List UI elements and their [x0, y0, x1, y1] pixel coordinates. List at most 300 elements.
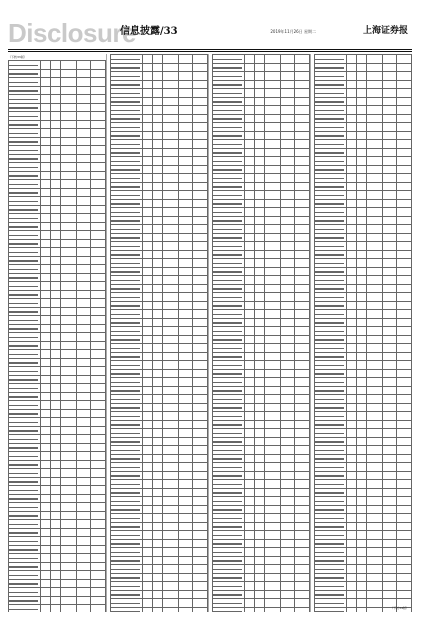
value-cell — [397, 582, 412, 591]
illegible-text-bar — [9, 82, 38, 84]
value-cell — [76, 61, 91, 70]
value-cell — [255, 395, 265, 404]
value-cell — [51, 367, 61, 376]
value-cell — [255, 590, 265, 599]
fund-name-cell — [111, 284, 143, 293]
fund-name-cell — [111, 514, 143, 523]
illegible-text-bar — [213, 594, 242, 596]
value-cell — [367, 250, 383, 259]
value-cell — [61, 477, 77, 486]
value-cell — [347, 72, 357, 81]
illegible-text-bar — [213, 288, 242, 290]
value-cell — [76, 537, 91, 546]
value-cell — [382, 497, 397, 506]
value-cell — [41, 435, 51, 444]
value-cell — [153, 89, 163, 98]
value-cell — [153, 259, 163, 268]
value-cell — [382, 548, 397, 557]
fund-name-cell — [111, 395, 143, 404]
table-row — [315, 276, 412, 285]
fund-name-cell — [213, 267, 245, 276]
value-cell — [91, 180, 106, 189]
value-cell — [91, 537, 106, 546]
value-cell — [193, 140, 208, 149]
illegible-text-bar — [9, 413, 38, 415]
value-cell — [245, 327, 255, 336]
value-cell — [295, 301, 310, 310]
value-cell — [76, 86, 91, 95]
table-row — [9, 435, 106, 444]
illegible-text-bar — [213, 263, 242, 265]
value-cell — [367, 437, 383, 446]
value-cell — [91, 511, 106, 520]
illegible-text-bar — [111, 450, 140, 452]
value-cell — [397, 378, 412, 387]
fund-name-cell — [111, 182, 143, 191]
fund-name-cell — [111, 89, 143, 98]
illegible-text-bar — [315, 365, 344, 367]
value-cell — [245, 573, 255, 582]
illegible-text-bar — [111, 161, 140, 163]
value-cell — [51, 486, 61, 495]
value-cell — [193, 293, 208, 302]
value-cell — [76, 562, 91, 571]
fund-name-cell — [111, 250, 143, 259]
value-cell — [265, 318, 281, 327]
illegible-text-bar — [315, 611, 344, 612]
illegible-text-bar — [315, 59, 344, 61]
table-row — [213, 403, 310, 412]
value-cell — [347, 80, 357, 89]
value-cell — [357, 191, 367, 200]
value-cell — [91, 95, 106, 104]
fund-name-cell — [111, 208, 143, 217]
value-cell — [265, 590, 281, 599]
illegible-text-bar — [9, 430, 38, 432]
value-cell — [178, 233, 193, 242]
value-cell — [245, 497, 255, 506]
fund-name-cell — [315, 403, 347, 412]
value-cell — [280, 497, 295, 506]
value-cell — [91, 282, 106, 291]
table-row — [315, 106, 412, 115]
illegible-text-bar — [213, 178, 242, 180]
value-cell — [295, 352, 310, 361]
illegible-text-bar — [213, 212, 242, 214]
table-row — [111, 420, 208, 429]
value-cell — [153, 335, 163, 344]
value-cell — [178, 89, 193, 98]
illegible-text-bar — [9, 337, 38, 339]
value-cell — [51, 137, 61, 146]
value-cell — [265, 310, 281, 319]
illegible-text-bar — [213, 67, 242, 69]
value-cell — [265, 72, 281, 81]
value-cell — [163, 216, 179, 225]
fund-name-cell — [111, 293, 143, 302]
table-row — [111, 582, 208, 591]
fund-name-cell — [9, 163, 41, 172]
table-row — [213, 437, 310, 446]
fund-name-cell — [111, 386, 143, 395]
value-cell — [76, 146, 91, 155]
table-row — [213, 522, 310, 531]
value-cell — [255, 165, 265, 174]
value-cell — [295, 420, 310, 429]
value-cell — [61, 596, 77, 605]
column-4 — [314, 54, 412, 612]
fund-name-cell — [9, 562, 41, 571]
value-cell — [382, 250, 397, 259]
value-cell — [367, 293, 383, 302]
value-cell — [178, 539, 193, 548]
table-row — [213, 72, 310, 81]
value-cell — [280, 131, 295, 140]
value-cell — [265, 420, 281, 429]
value-cell — [163, 208, 179, 217]
table-row — [315, 522, 412, 531]
value-cell — [51, 86, 61, 95]
value-cell — [382, 429, 397, 438]
fund-table-4 — [314, 54, 412, 612]
value-cell — [163, 361, 179, 370]
value-cell — [51, 265, 61, 274]
value-cell — [61, 545, 77, 554]
table-row — [111, 267, 208, 276]
illegible-text-bar — [111, 178, 140, 180]
value-cell — [295, 310, 310, 319]
illegible-text-bar — [315, 450, 344, 452]
value-cell — [163, 522, 179, 531]
value-cell — [347, 225, 357, 234]
value-cell — [295, 522, 310, 531]
table-row — [9, 392, 106, 401]
value-cell — [153, 208, 163, 217]
table-row — [315, 480, 412, 489]
value-cell — [357, 165, 367, 174]
value-cell — [245, 301, 255, 310]
value-cell — [61, 358, 77, 367]
value-cell — [255, 599, 265, 608]
value-cell — [163, 301, 179, 310]
value-cell — [382, 480, 397, 489]
value-cell — [397, 80, 412, 89]
table-row — [315, 191, 412, 200]
table-row — [315, 539, 412, 548]
value-cell — [91, 265, 106, 274]
value-cell — [367, 242, 383, 251]
value-cell — [163, 157, 179, 166]
value-cell — [76, 452, 91, 461]
value-cell — [91, 256, 106, 265]
value-cell — [367, 548, 383, 557]
table-row — [9, 256, 106, 265]
value-cell — [51, 452, 61, 461]
table-row — [9, 562, 106, 571]
illegible-text-bar — [9, 541, 38, 543]
value-cell — [382, 123, 397, 132]
illegible-text-bar — [213, 356, 242, 358]
fund-name-cell — [111, 140, 143, 149]
value-cell — [178, 488, 193, 497]
table-row — [9, 146, 106, 155]
value-cell — [61, 61, 77, 70]
table-row — [315, 352, 412, 361]
value-cell — [265, 284, 281, 293]
table-row — [213, 531, 310, 540]
illegible-text-bar — [111, 433, 140, 435]
value-cell — [347, 318, 357, 327]
fund-name-cell — [213, 352, 245, 361]
value-cell — [61, 137, 77, 146]
illegible-text-bar — [315, 441, 344, 443]
fund-name-cell — [111, 165, 143, 174]
value-cell — [76, 435, 91, 444]
value-cell — [41, 469, 51, 478]
value-cell — [367, 463, 383, 472]
value-cell — [397, 114, 412, 123]
value-cell — [295, 497, 310, 506]
illegible-text-bar — [315, 297, 344, 299]
value-cell — [193, 148, 208, 157]
masthead — [8, 18, 412, 48]
value-cell — [91, 146, 106, 155]
value-cell — [255, 97, 265, 106]
value-cell — [143, 174, 153, 183]
value-cell — [61, 171, 77, 180]
value-cell — [163, 250, 179, 259]
value-cell — [295, 216, 310, 225]
fund-name-cell — [213, 420, 245, 429]
table-row — [9, 350, 106, 359]
illegible-text-bar — [111, 458, 140, 460]
illegible-text-bar — [315, 161, 344, 163]
fund-name-cell — [9, 477, 41, 486]
value-cell — [280, 63, 295, 72]
value-cell — [265, 106, 281, 115]
illegible-text-bar — [315, 484, 344, 486]
value-cell — [245, 80, 255, 89]
value-cell — [255, 497, 265, 506]
value-cell — [347, 182, 357, 191]
table-row — [111, 114, 208, 123]
fund-name-cell — [9, 154, 41, 163]
value-cell — [143, 471, 153, 480]
value-cell — [357, 454, 367, 463]
table-row — [9, 265, 106, 274]
value-cell — [153, 284, 163, 293]
illegible-text-bar — [213, 246, 242, 248]
value-cell — [51, 299, 61, 308]
value-cell — [245, 480, 255, 489]
fund-name-cell — [111, 446, 143, 455]
value-cell — [61, 579, 77, 588]
value-cell — [295, 89, 310, 98]
value-cell — [397, 106, 412, 115]
value-cell — [255, 250, 265, 259]
value-cell — [280, 267, 295, 276]
fund-name-cell — [111, 590, 143, 599]
table-row — [111, 293, 208, 302]
fund-name-cell — [315, 590, 347, 599]
value-cell — [163, 556, 179, 565]
value-cell — [280, 403, 295, 412]
value-cell — [193, 582, 208, 591]
illegible-text-bar — [9, 354, 38, 356]
fund-name-cell — [213, 250, 245, 259]
value-cell — [367, 327, 383, 336]
value-cell — [153, 242, 163, 251]
column-2 — [110, 54, 209, 612]
value-cell — [76, 409, 91, 418]
illegible-text-bar — [111, 577, 140, 579]
value-cell — [178, 276, 193, 285]
value-cell — [163, 225, 179, 234]
value-cell — [295, 267, 310, 276]
table-row — [315, 548, 412, 557]
value-cell — [41, 503, 51, 512]
value-cell — [295, 369, 310, 378]
value-cell — [280, 429, 295, 438]
table-row — [213, 463, 310, 472]
illegible-text-bar — [213, 382, 242, 384]
value-cell — [357, 369, 367, 378]
value-cell — [245, 182, 255, 191]
value-cell — [367, 344, 383, 353]
illegible-text-bar — [111, 424, 140, 426]
value-cell — [193, 573, 208, 582]
value-cell — [193, 446, 208, 455]
value-cell — [382, 72, 397, 81]
value-cell — [280, 80, 295, 89]
value-cell — [91, 307, 106, 316]
value-cell — [178, 72, 193, 81]
table-row — [9, 384, 106, 393]
value-cell — [280, 573, 295, 582]
illegible-text-bar — [315, 577, 344, 579]
fund-name-cell — [213, 199, 245, 208]
value-cell — [295, 123, 310, 132]
illegible-text-bar — [111, 441, 140, 443]
value-cell — [61, 103, 77, 112]
fund-name-cell — [111, 97, 143, 106]
table-row — [213, 208, 310, 217]
value-cell — [255, 369, 265, 378]
value-cell — [280, 148, 295, 157]
value-cell — [367, 531, 383, 540]
table-row — [315, 395, 412, 404]
value-cell — [367, 505, 383, 514]
fund-name-cell — [111, 191, 143, 200]
value-cell — [280, 284, 295, 293]
value-cell — [367, 412, 383, 421]
fund-name-cell — [315, 259, 347, 268]
fund-name-cell — [213, 72, 245, 81]
table-row — [111, 437, 208, 446]
value-cell — [193, 539, 208, 548]
fund-name-cell — [213, 446, 245, 455]
value-cell — [295, 454, 310, 463]
value-cell — [178, 454, 193, 463]
value-cell — [280, 352, 295, 361]
illegible-text-bar — [213, 305, 242, 307]
value-cell — [255, 582, 265, 591]
value-cell — [397, 437, 412, 446]
value-cell — [143, 590, 153, 599]
value-cell — [280, 548, 295, 557]
value-cell — [280, 208, 295, 217]
column-3 — [212, 54, 311, 612]
value-cell — [143, 378, 153, 387]
illegible-text-bar — [111, 186, 140, 188]
table-row — [315, 72, 412, 81]
table-row — [9, 86, 106, 95]
illegible-text-bar — [213, 297, 242, 299]
value-cell — [153, 174, 163, 183]
table-row — [213, 242, 310, 251]
table-row — [111, 208, 208, 217]
value-cell — [61, 401, 77, 410]
value-cell — [280, 97, 295, 106]
value-cell — [76, 418, 91, 427]
value-cell — [265, 582, 281, 591]
value-cell — [295, 599, 310, 608]
value-cell — [295, 97, 310, 106]
fund-name-cell — [315, 327, 347, 336]
illegible-text-bar — [315, 288, 344, 290]
illegible-text-bar — [9, 371, 38, 373]
value-cell — [153, 97, 163, 106]
fund-name-cell — [315, 539, 347, 548]
value-cell — [357, 225, 367, 234]
value-cell — [347, 97, 357, 106]
table-row — [9, 367, 106, 376]
value-cell — [245, 318, 255, 327]
value-cell — [61, 511, 77, 520]
value-cell — [347, 89, 357, 98]
table-row — [315, 361, 412, 370]
value-cell — [143, 386, 153, 395]
value-cell — [143, 352, 153, 361]
value-cell — [61, 418, 77, 427]
illegible-text-bar — [9, 405, 38, 407]
value-cell — [143, 199, 153, 208]
illegible-text-bar — [213, 101, 242, 103]
fund-name-cell — [9, 282, 41, 291]
illegible-text-bar — [213, 492, 242, 494]
value-cell — [76, 95, 91, 104]
table-row — [9, 605, 106, 613]
illegible-text-bar — [9, 201, 38, 203]
value-cell — [51, 554, 61, 563]
value-cell — [245, 437, 255, 446]
illegible-text-bar — [9, 124, 38, 126]
value-cell — [382, 63, 397, 72]
value-cell — [382, 97, 397, 106]
illegible-text-bar — [315, 560, 344, 562]
value-cell — [295, 157, 310, 166]
table-row — [9, 61, 106, 70]
value-cell — [382, 55, 397, 64]
fund-name-cell — [111, 582, 143, 591]
fund-name-cell — [111, 522, 143, 531]
value-cell — [41, 520, 51, 529]
illegible-text-bar — [315, 348, 344, 350]
value-cell — [245, 471, 255, 480]
fund-name-cell — [111, 327, 143, 336]
illegible-text-bar — [111, 271, 140, 273]
value-cell — [163, 182, 179, 191]
